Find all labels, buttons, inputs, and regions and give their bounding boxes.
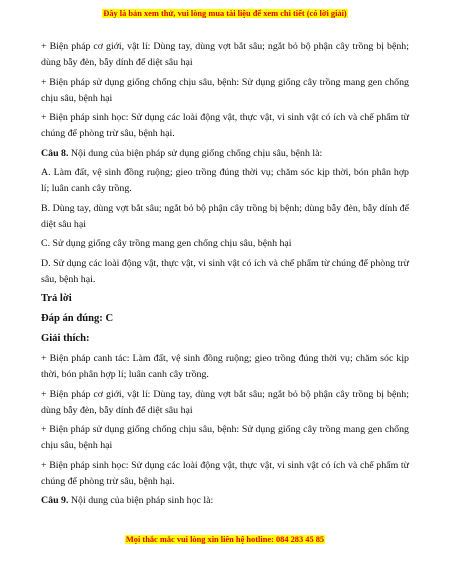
answer-heading: Trả lời — [41, 293, 72, 304]
question-8 — [41, 146, 409, 162]
document-body — [41, 39, 409, 513]
explanation-paragraph: + Biện pháp cơ giới, vật lí: Dùng tay, dùng vợt bắt sâu; ngắt bỏ bộ phận cây trồng bị bệnh; dùng bẫy đèn, bẫy dính để diệt sâu hại — [41, 388, 409, 416]
question-9-text: Nội dung của biện pháp sinh học là: — [68, 495, 214, 506]
hotline-text: Mọi thắc mắc vui lòng xin liên hệ hotline: 084 283 45 85 — [125, 535, 325, 544]
paragraph: + Biện pháp sử dụng giống chống chịu sâu, bệnh: Sử dụng giống cây trồng mang gen chống chịu sâu, bệnh hại — [41, 76, 409, 104]
hotline-footer — [0, 535, 450, 545]
option-b: B. Dùng tay, dùng vợt bắt sâu; ngắt bỏ bộ phận cây trồng bị bệnh; dùng bẫy đèn, bẫy dính để diệt sâu hại — [41, 202, 409, 230]
explanation-heading: Giải thích: — [41, 333, 90, 344]
option-a: A. Làm đất, vệ sinh đồng ruộng; gieo trồng đúng thời vụ; chăm sóc kịp thời, bón phân hợp lí; luân canh cây trồng. — [41, 167, 409, 194]
explanation-paragraph: + Biện pháp sử dụng giống chống chịu sâu, bệnh: Sử dụng giống cây trồng mang gen chống chịu sâu, bệnh hại — [41, 424, 409, 451]
preview-banner-text: Đây là bản xem thử, vui lòng mua tài liệu để xem chi tiết (có lời giải) — [103, 9, 347, 18]
explanation-paragraph: + Biện pháp sinh học: Sử dụng các loài động vật, thực vật, vi sinh vật có ích và chế phẩm từ chúng để phòng trừ sâu, bệnh hại. — [41, 459, 409, 487]
paragraph: + Biện pháp sinh học: Sử dụng các loài động vật, thực vật, vi sinh vật có ích và chế phẩm từ chúng để phòng trừ sâu, bệnh hại. — [41, 112, 409, 139]
explanation-paragraph: + Biện pháp canh tác: Làm đất, vệ sinh đồng ruộng; gieo trồng đúng thời vụ; chăm sóc kịp thời, bón phân hợp lí; luân canh cây trồng. — [41, 353, 409, 380]
question-8-text: Nội dung của biện pháp sử dụng giống chống chịu sâu, bệnh là: — [68, 147, 323, 159]
question-9-label: Câu 9. — [41, 495, 69, 506]
question-8-label: Câu 8. — [41, 147, 69, 159]
option-c: C. Sử dụng giống cây trồng mang gen chống chịu sâu, bệnh hại — [41, 238, 292, 249]
correct-answer: Đáp án đúng: C — [41, 313, 114, 324]
preview-banner — [0, 9, 450, 19]
question-9 — [41, 493, 409, 509]
option-d: D. Sử dụng các loài động vật, thực vật, vi sinh vật có ích và chế phẩm từ chúng để phòng trừ sâu, bệnh hại. — [41, 257, 409, 285]
paragraph: + Biện pháp cơ giới, vật lí: Dùng tay, dùng vợt bắt sâu; ngắt bỏ bộ phận cây trồng bị bệnh; dùng bẫy đèn, bẫy dính để diệt sâu hại — [41, 41, 409, 68]
